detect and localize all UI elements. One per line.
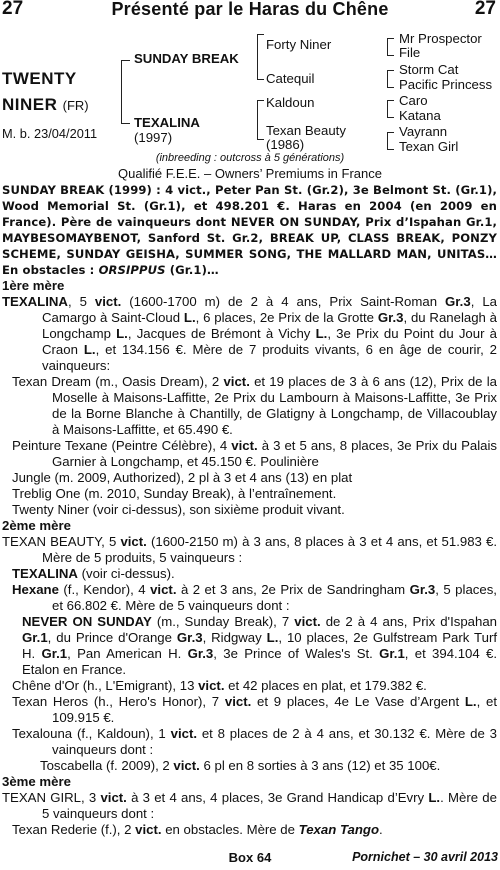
pedigree-ddd: Texan Girl [399, 139, 459, 154]
qualification-note: Qualifié F.E.E. – Owners’ Premiums in France [118, 166, 382, 181]
pedigree-bracket-gen1 [121, 60, 130, 124]
pedigree-table [0, 30, 500, 155]
sd-texalina-rest: (voir ci-dessus). [81, 566, 175, 581]
sire-text-end: (Gr.1)… [169, 263, 219, 277]
pedigree-bracket-sd [387, 70, 394, 88]
p1-vict: vict. [223, 374, 250, 389]
sd-nos-a: (m., Sunday Break), 7 [156, 614, 290, 629]
pedigree-bracket-sire [257, 34, 264, 80]
p1-a: Texan Dream (m., Oasis Dream), 2 [12, 374, 220, 389]
pedigree-sdd: Pacific Princess [399, 77, 493, 92]
page-footer [0, 850, 500, 868]
horse-name-line1: TWENTY [2, 69, 77, 88]
td-re-a: Texan Rederie (f.), 2 [12, 822, 132, 837]
sd-nos-l: L. [266, 630, 279, 645]
horse-description: M. b. 23/04/2011 [2, 126, 98, 141]
sd-hx-b: à 2 et 3 ans, 2e Prix de Sandringham [180, 582, 406, 597]
sd-tx-a: Texalouna (f., Kaldoun), 1 [12, 726, 166, 741]
fd-e: , du Ranelagh à Longchamp [42, 310, 498, 341]
sd-nos-g1c: Gr.1 [379, 646, 405, 661]
pedigree-sss: Mr Prospector [399, 31, 482, 46]
produce-chene-dor [2, 678, 497, 694]
p2-b: à 3 et 5 ans, 8 places, 3e Prix du Palais Garnier à Longchamp, et 45.150 €. Poulinière [52, 438, 497, 469]
produce-jungle: Jungle (m. 2009, Authorized), 2 pl à 3 et 4 ans (13) en plat [12, 470, 353, 485]
produce-toscabella [2, 758, 497, 774]
first-dam-name: TEXALINA [2, 294, 68, 309]
td-re-c: . [379, 822, 383, 837]
fd-a: , 5 [67, 294, 87, 309]
sd-nos-g3: Gr.3 [176, 630, 203, 645]
pedigree-ssd: File [399, 45, 421, 60]
section-first-dam: 1ère mère [2, 278, 65, 293]
pedigree-dam: TEXALINA [134, 115, 200, 130]
produce-treblig-one: Treblig One (m. 2010, Sunday Break), à l’entraînement. [12, 486, 337, 501]
sd-hx-vict: vict. [150, 582, 177, 597]
sd-nos-h: , et 394.104 €. Etalon en France. [22, 646, 497, 677]
first-dam-paragraph [2, 294, 497, 374]
pedigree-bracket-ds [387, 100, 394, 118]
fd-vict: vict. [94, 294, 122, 309]
sd-hx-c: , 5 places, et 66.802 €. Mère de 5 vainqueurs dont : [52, 582, 497, 613]
sd-b: (1600-2150 m) à 3 ans, 8 places à 3 et 4 ans, et 51.983 €. Mère de 5 produits, 5 vainqueurs : [42, 534, 497, 565]
lot-number-right: 27 [474, 0, 496, 19]
sd-tx-b: et 8 places de 2 à 4 ans, et 30.132 €. Mère de 3 vainqueurs dont : [52, 726, 497, 757]
inbreeding-note: (inbreeding : outcross à 5 générations) [155, 152, 345, 164]
horse-name [2, 66, 89, 119]
sd-nos-d: , Ridgway [202, 630, 262, 645]
sire-italic: ORSIPPUS [98, 263, 166, 277]
td-re-tt: Texan Tango [298, 822, 380, 837]
produce-texan-rederie [2, 822, 497, 838]
section-second-dam: 2ème mère [2, 518, 71, 533]
sd-hexane: Hexane [12, 582, 59, 597]
produce-peinture-texane [2, 438, 497, 470]
p2-vict: vict. [231, 438, 258, 453]
sd-he-vict: vict. [224, 694, 252, 709]
fd-l1: L. [183, 310, 196, 325]
pedigree-dd: Texan Beauty [266, 123, 346, 138]
page-header [0, 0, 500, 22]
pedigree-ss: Forty Niner [266, 37, 332, 52]
sire-paragraph [2, 182, 497, 278]
sd-ch-a: Chêne d'Or (h., L'Emigrant), 13 [12, 678, 195, 693]
sd-he-b: et 9 places, 4e Le Vase d’Argent [257, 694, 460, 709]
pedigree-sire: SUNDAY BREAK [134, 51, 239, 66]
p2-a: Peinture Texane (Peintre Célèbre), 4 [12, 438, 228, 453]
sd-to-b: 6 pl en 8 sorties à 3 ans (12) et 35 100€. [203, 758, 441, 773]
lot-number-left: 27 [2, 0, 24, 19]
td-b: à 3 et 4 ans, 4 places, 3e Grand Handicap d’Evry [131, 790, 425, 805]
produce-texalouna [2, 726, 497, 758]
sd-vict: vict. [120, 534, 147, 549]
fd-d: , 6 places, 2e Prix de la Grotte [195, 310, 374, 325]
sd-nos-g: , 3e Prince of Wales's St. [213, 646, 373, 661]
catalogue-body [2, 182, 497, 838]
sd-nos-g1: Gr.1 [22, 630, 48, 645]
fd-l4: L. [83, 342, 96, 357]
produce-texan-dream [2, 374, 497, 438]
produce-hexane [2, 582, 497, 614]
produce-texan-heros [2, 694, 497, 726]
horse-country: (FR) [62, 98, 89, 113]
horse-name-line2: NINER [2, 95, 58, 114]
td-re-vict: vict. [135, 822, 162, 837]
fd-h: , et 134.156 €. Mère de 7 produits vivants, 6 en âge de courir, 2 vainqueurs: [42, 342, 498, 373]
pedigree-sds: Storm Cat [399, 62, 459, 77]
sd-nos-c: , du Prince d'Orange [47, 630, 172, 645]
fd-gr3: Gr.3 [445, 294, 471, 309]
fd-b: (1600-1700 m) de 2 à 4 ans, Prix Saint-Roman [129, 294, 438, 309]
pedigree-sd: Catequil [266, 71, 315, 86]
pedigree-bracket-dd [387, 132, 394, 150]
td-l: L. [428, 790, 441, 805]
page-title: Présenté par le Haras du Chêne [111, 0, 389, 19]
pedigree-bracket-dam [257, 100, 264, 140]
td-re-b: en obstacles. Mère de [165, 822, 295, 837]
sd-ch-b: et 42 places en plat, et 179.382 €. [228, 678, 427, 693]
sire-text: SUNDAY BREAK (1999) : 4 vict., Peter Pan St. (Gr.2), 3e Belmont St. (Gr.1), Wood Memorial St. (Gr.1), et 498.201 €. Haras en 2004 (en 2009 en France). Père de vainqueurs dont NEVER ON SUNDAY, Prix d’Ispahan Gr.1, MAYBESOMAYBENOT, Sanford St. Gr.2, BREAK UP, CLASS BREAK, PONZY SCHEME, SUNDAY GEISHA, SUMMER SONG, THE MALLARD MAN, UNITAS… En obstacles : [2, 183, 497, 277]
pedigree-dam-year: (1997) [134, 130, 173, 145]
sd-he-a: Texan Heros (h., Hero's Honor), 7 [12, 694, 220, 709]
sd-nos-b: de 2 à 4 ans, Prix d'Ispahan [325, 614, 497, 629]
box-number: Box 64 [228, 850, 272, 865]
td-vict: vict. [100, 790, 127, 805]
sd-hx-gr: Gr.3 [409, 582, 436, 597]
fd-l3: L. [315, 326, 328, 341]
produce-texalina [2, 566, 497, 582]
p1-b: et 19 places de 3 à 6 ans (12), Prix de la Moselle à Maisons-Laffitte, 2e Prix du Lambourn à Maisons-Laffitte, 3e Prix de la Borne Blanche à Chantilly, de Glatigny à Longchamp, de Villacoublay à Maisons-Laffitte, et 65.490 €. [52, 374, 497, 437]
pedigree-bracket-ss [387, 38, 394, 56]
sd-nos-e: , 10 places, 2e Gulfstream Park Turf H. [22, 630, 497, 661]
section-third-dam: 3ème mère [2, 774, 71, 789]
sd-nos-g3b: Gr.3 [187, 646, 214, 661]
pedigree-dss: Caro [399, 93, 428, 108]
sd-texalina: TEXALINA [12, 566, 78, 581]
sd-ch-vict: vict. [198, 678, 225, 693]
sd-he-c: , et 109.915 €. [52, 694, 497, 725]
fd-l2: L. [116, 326, 128, 341]
third-dam-paragraph [2, 790, 497, 822]
fd-gr3b: Gr.3 [377, 310, 404, 325]
fd-f: , Jacques de Brémont à Vichy [127, 326, 311, 341]
sd-nos-vict: vict. [294, 614, 321, 629]
pedigree-dds: Vayrann [399, 124, 448, 139]
sd-nos: NEVER ON SUNDAY [22, 614, 152, 629]
td-a: TEXAN GIRL, 3 [2, 790, 97, 805]
sd-to-vict: vict. [173, 758, 200, 773]
td-c: . Mère de 5 vainqueurs dont : [42, 790, 497, 821]
fd-g: , 3e Prix du Point du Jour à Craon [42, 326, 498, 357]
sale-place-date: Pornichet – 30 avril 2013 [352, 850, 498, 864]
sd-nos-f: , Pan American H. [67, 646, 182, 661]
pedigree-dd-year: (1986) [266, 137, 305, 152]
pedigree-ds: Kaldoun [266, 95, 315, 110]
produce-never-on-sunday [2, 614, 497, 678]
sd-nos-g1b: Gr.1 [41, 646, 68, 661]
sd-to-a: Toscabella (f. 2009), 2 [40, 758, 170, 773]
second-dam-paragraph [2, 534, 497, 566]
sd-a: TEXAN BEAUTY, 5 [2, 534, 117, 549]
sd-tx-vict: vict. [170, 726, 197, 741]
produce-twenty-niner: Twenty Niner (voir ci-dessus), son sixième produit vivant. [12, 502, 345, 517]
pedigree-dsd: Katana [399, 108, 441, 123]
sd-hx-a: (f., Kendor), 4 [63, 582, 146, 597]
sd-he-l: L. [464, 694, 477, 709]
fd-c: , La Camargo à Saint-Cloud [42, 294, 497, 325]
